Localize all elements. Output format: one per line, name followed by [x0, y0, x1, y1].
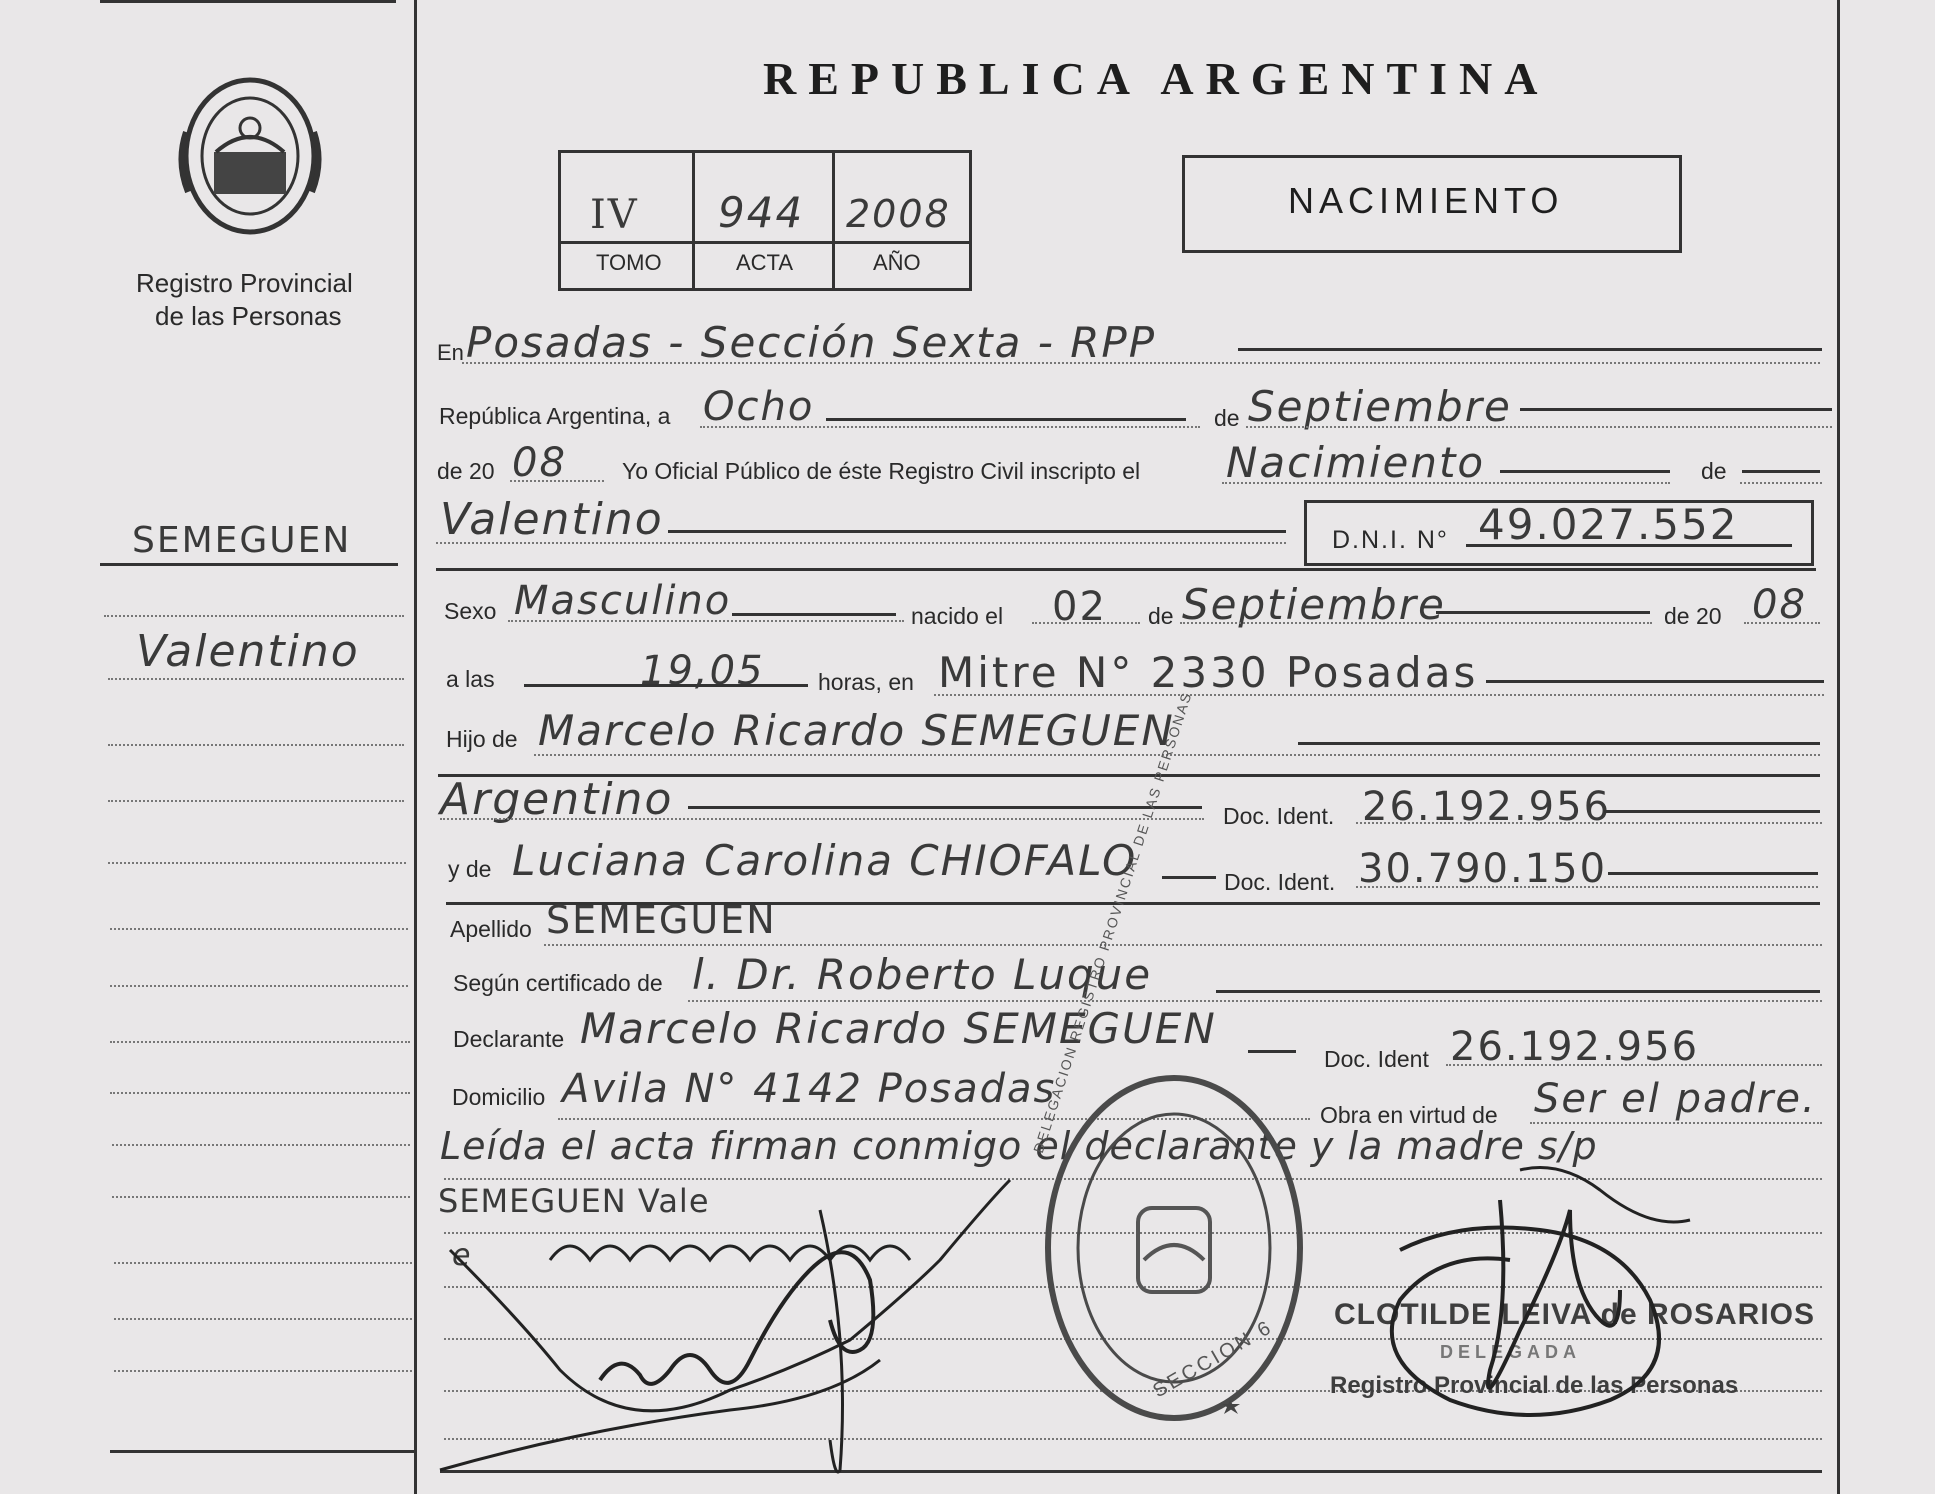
child-name-rule: [668, 530, 1286, 533]
father-doc-dotline: [1356, 822, 1822, 824]
province-seal-icon: [176, 72, 324, 242]
sexo-label: Sexo: [444, 598, 497, 624]
declarante-rule: [1248, 1050, 1296, 1053]
dni-underline: [1466, 544, 1792, 547]
inscribed-de-label: de: [1701, 458, 1727, 484]
republica-label: República Argentina, a: [439, 403, 671, 429]
apellido-value: SEMEGUEN: [546, 898, 777, 942]
inscribed-de-rule: [1742, 470, 1820, 473]
segun-dotline: [688, 1000, 1822, 1002]
year-dotline: [510, 480, 604, 482]
sexo-dotline: [508, 620, 904, 622]
margin-dotline: [110, 1092, 410, 1094]
act-type-label: NACIMIENTO: [1288, 180, 1564, 221]
segun-rule: [1216, 990, 1820, 993]
stamp-round-text: DELEGACION REGISTRO PROVINCIAL DE LAS PERSONAS: [1030, 689, 1195, 1155]
father-name: Marcelo Ricardo SEMEGUEN: [538, 706, 1175, 755]
domicilio-value: Avila N° 4142 Posadas: [562, 1066, 1057, 1112]
father-doc-label: Doc. Ident.: [1223, 803, 1335, 829]
margin-dotline: [110, 928, 408, 930]
record-box-label-rule: [558, 241, 969, 244]
oficial-label: Yo Oficial Público de éste Registro Civil inscripto el: [622, 458, 1141, 484]
birth-month-dotline: [1180, 622, 1652, 624]
dni-label: D.N.I. N°: [1332, 526, 1449, 554]
top-left-rule: [100, 0, 396, 3]
declarante-doc: 26.192.956: [1450, 1024, 1700, 1070]
en-rule: [1238, 348, 1822, 351]
month-rule: [1520, 408, 1832, 411]
day-dotline: [700, 426, 1200, 428]
margin-dotline: [114, 1370, 412, 1372]
tomo-value: IV: [590, 192, 639, 238]
acta-value: 944: [718, 188, 805, 237]
en-label: En: [437, 340, 464, 365]
hour-value: 19,05: [640, 648, 765, 694]
month-dotline: [1246, 426, 1832, 428]
margin-surname: SEMEGUEN: [132, 520, 352, 561]
obra-label: Obra en virtud de: [1320, 1102, 1498, 1128]
en-dotline: [462, 362, 1820, 364]
official-name: CLOTILDE LEIVA de ROSARIOS: [1334, 1298, 1816, 1331]
margin-dotline: [114, 1262, 412, 1264]
birth-de20-label: de 20: [1664, 603, 1722, 629]
birth-day: 02: [1052, 584, 1107, 630]
apellido-label: Apellido: [450, 916, 532, 942]
segun-value: l. Dr. Roberto Luque: [692, 950, 1153, 999]
declarante-label: Declarante: [453, 1026, 565, 1052]
father-doc-rule: [1604, 810, 1820, 813]
mother-label: y de: [448, 856, 492, 882]
official-office: Registro Provincial de las Personas: [1330, 1372, 1739, 1399]
margin-bottom-rule: [110, 1450, 414, 1453]
mother-doc-label: Doc. Ident.: [1224, 869, 1336, 895]
dni-section-rule: [436, 568, 1816, 571]
anio-label: AÑO: [873, 250, 921, 275]
tomo-label: TOMO: [596, 250, 662, 275]
margin-dotline: [108, 800, 404, 802]
place-rule: [1486, 680, 1824, 683]
note-line2: SEMEGUEN Vale: [438, 1182, 710, 1220]
page-title: REPUBLICA ARGENTINA: [763, 53, 1550, 104]
father-nationality-rule: [688, 806, 1202, 809]
mother-doc-dotline: [1356, 886, 1818, 888]
year-value: 08: [512, 440, 567, 486]
mother-name-rule: [1162, 876, 1216, 879]
month-de-label: de: [1214, 405, 1240, 431]
place-dotline: [934, 694, 1824, 696]
sexo-value: Masculino: [514, 578, 732, 624]
birth-year: 08: [1752, 582, 1807, 628]
margin-dotline: [110, 1041, 410, 1043]
official-signature: [1360, 1130, 1730, 1440]
hijo-label: Hijo de: [446, 726, 518, 752]
mother-name: Luciana Carolina CHIOFALO: [512, 836, 1138, 885]
horas-label: horas, en: [818, 669, 914, 695]
margin-dotline: [108, 744, 404, 746]
birth-month-rule: [1436, 611, 1650, 614]
declarante-doc-dotline: [1446, 1064, 1822, 1066]
father-name-dotline: [534, 754, 1820, 756]
margin-dotline: [108, 862, 406, 864]
declarante-doc-label: Doc. Ident: [1324, 1046, 1429, 1072]
child-name-dotline: [436, 542, 1286, 544]
note-line3: e: [452, 1238, 473, 1273]
nacido-label: nacido el: [911, 603, 1004, 629]
inscribed-de-dotline: [1740, 482, 1822, 484]
birth-month: Septiembre: [1182, 580, 1446, 629]
margin-dotline: [114, 1318, 412, 1320]
record-box-divider: [832, 150, 835, 288]
obra-value: Ser el padre.: [1534, 1076, 1817, 1122]
domicilio-label: Domicilio: [452, 1084, 546, 1110]
acta-label: ACTA: [736, 250, 794, 275]
birth-day-dotline: [1032, 622, 1140, 624]
dni-value: 49.027.552: [1478, 500, 1739, 549]
margin-dotline: [112, 1196, 410, 1198]
apellido-dotline: [544, 944, 1822, 946]
official-title: DELEGADA: [1440, 1342, 1582, 1362]
record-box-divider: [692, 150, 695, 288]
alas-label: a las: [446, 666, 495, 692]
month-value: Septiembre: [1248, 382, 1512, 431]
hour-rule: [524, 684, 808, 687]
day-value: Ocho: [703, 384, 815, 430]
registry-name-line2: de las Personas: [155, 301, 342, 331]
child-name: Valentino: [440, 494, 664, 545]
en-value: Posadas - Sección Sexta - RPP: [466, 318, 1157, 367]
father-nationality: Argentino: [440, 774, 674, 825]
note-line1: Leída el acta firman conmigo el declarante y la madre s/p: [440, 1124, 1598, 1168]
margin-given-name: Valentino: [136, 626, 360, 677]
mother-doc-rule: [1608, 872, 1818, 875]
anio-value: 2008: [846, 192, 951, 236]
margin-surname-rule: [100, 563, 398, 566]
de20-label: de 20: [437, 458, 495, 484]
birth-year-dotline: [1744, 622, 1820, 624]
inscribed-value: Nacimiento: [1226, 438, 1486, 487]
margin-dotline: [110, 985, 408, 987]
mother-doc: 30.790.150: [1358, 846, 1608, 892]
father-nationality-dotline: [440, 818, 1204, 820]
segun-label: Según certificado de: [453, 970, 663, 996]
father-doc: 26.192.956: [1362, 784, 1612, 830]
sexo-rule: [732, 613, 896, 616]
inscribed-rule: [1500, 470, 1670, 473]
margin-dotline: [112, 1144, 410, 1146]
margin-dotline: [108, 678, 404, 680]
inscribed-dotline: [1222, 482, 1670, 484]
day-rule: [826, 418, 1186, 421]
place-value: Mitre N° 2330 Posadas: [938, 648, 1479, 697]
birth-de-label: de: [1148, 603, 1174, 629]
father-name-rule: [1298, 742, 1820, 745]
declarante-value: Marcelo Ricardo SEMEGUEN: [580, 1004, 1217, 1053]
stamp-section-text: SECCION 6: [1149, 1315, 1278, 1403]
registry-name-line1: Registro Provincial: [136, 268, 353, 298]
father-signature: [430, 1140, 1050, 1480]
margin-dotline: [104, 615, 404, 617]
